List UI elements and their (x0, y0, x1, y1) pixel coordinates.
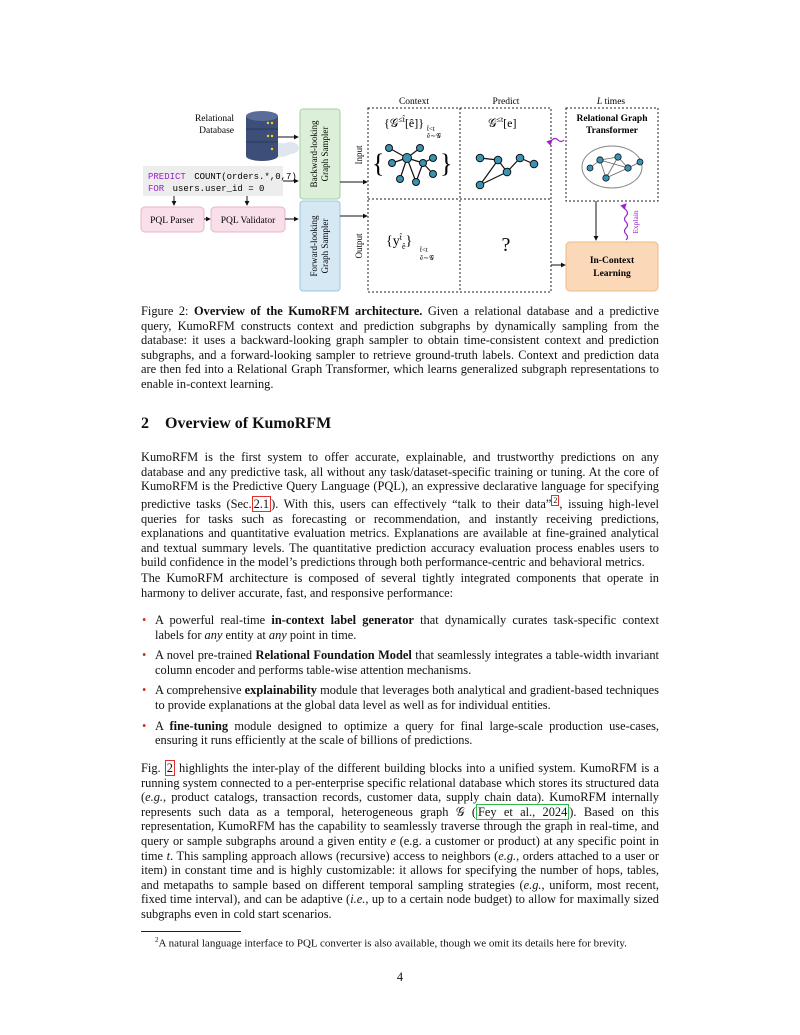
component-list (141, 613, 659, 754)
explain-arrow (625, 204, 628, 240)
bullet-bold: explainability (244, 683, 317, 698)
page-number: 4 (396, 970, 404, 984)
predict-formula (488, 115, 517, 130)
bullet-emphasis: any (204, 627, 223, 642)
bullet-text: point in time. (286, 627, 357, 642)
section-heading (141, 415, 331, 433)
bullet-text: that dynamically curates task-specific context labels for (155, 613, 659, 642)
icl-box (566, 242, 658, 291)
para3-text: , orders attached to a user or item) in constant time and is highly customizable: it allows for specifying the number of hops, tables, and metapaths to sample based on different temporal sampling strategies ( (141, 848, 659, 892)
svg-text:ê∼𝒢: ê∼𝒢 (420, 254, 434, 262)
bullet-text: A powerful real-time (155, 613, 272, 627)
svg-text:{𝒢≤t̂[ê]}: {𝒢$^{\le t̂}$[ê]} (384, 115, 425, 130)
bullet-icon: • (142, 683, 147, 698)
bullet-icon: • (142, 648, 147, 663)
ltimes-header (596, 97, 626, 107)
list-item (141, 648, 659, 677)
footnote-ref-link[interactable]: 2 (553, 495, 558, 505)
input-label: Input (354, 145, 364, 165)
icl-label-line1: In-Context (589, 256, 635, 266)
context-graph-icon (372, 145, 452, 186)
predict-header: Predict (492, 97, 520, 107)
section-title: Overview of KumoRFM (165, 415, 332, 432)
bullet-text: that seamlessly integrates a table-width invariant column encoder and performs table-wise attention mechanisms. (155, 648, 659, 677)
svg-text:ê∼𝒢: ê∼𝒢 (427, 132, 441, 140)
rgt-graph-icon (582, 146, 643, 188)
bullet-text: module designed to optimize a query for final large-scale production use-cases, ensuring it runs efficiently at the scale of billions of predictions. (155, 718, 659, 748)
para3-emphasis: i.e. (350, 892, 366, 907)
svg-text:}: } (440, 149, 453, 178)
footnote-rule (141, 931, 241, 932)
bullet-text: entity at (222, 627, 269, 642)
grid-to-rgt-arrow (552, 139, 564, 142)
rgt-label-line2: Transformer (585, 126, 639, 136)
svg-text:{yt̂ê}: $\{y^{t̂}_ê\}$ (386, 233, 413, 251)
para3-emphasis: e.g. (145, 790, 164, 805)
para3-text: , up to a certain node budget) to allow for maximally sized subgraphs even in cold start scenarios. (141, 892, 659, 921)
database-icon (246, 111, 299, 161)
caption-bold: Overview of the KumoRFM architecture. (194, 304, 423, 318)
pql-validator-label: PQL Validator (220, 216, 276, 226)
para3-text: highlights the inter-play of the different building blocks into a unified system. KumoRFM is a running system connected to a per-enterprise specific relational database which stores its structured data ( (141, 761, 659, 805)
context-header: Context (398, 97, 430, 107)
paragraph-1 (141, 450, 659, 570)
list-item (141, 613, 659, 642)
svg-text:t̂<t: t̂<t (420, 246, 428, 254)
para3-emphasis: e.g. (498, 848, 517, 863)
para1-a: KumoRFM is the first system to offer accurate, explainable, and trustworthy predictions on any database and any predictive task, all without any task/dataset-specific training or tuning. At the core of KumoRFM is the Predictive Query Language (PQL), an expressive declarative language for specifying predictive tasks (Sec. (141, 450, 659, 511)
bullet-bold: Relational Foundation Model (255, 648, 412, 663)
para1-b: ). With this, users can effectively “talk to their data” (271, 496, 552, 511)
output-label: Output (354, 233, 364, 259)
para3-math: e (390, 833, 396, 848)
bullet-bold: in-context label generator (271, 613, 414, 627)
predict-keyword: PREDICT (148, 172, 186, 182)
para1-c: , issuing high-level queries for tasks such as forecasting or recommendation, and instantly receiving predictions, explanations and quantitative evaluation metrics. Explanations are available at fine-grained analytical and textual summary levels. The quantitative prediction accuracy evaluation process enables users to build confidence in the model’s predictions through both performance-centric and behavioral metrics. (141, 496, 659, 570)
ltimes-L: L (596, 97, 603, 107)
figure-ref-link[interactable]: 2 (166, 761, 173, 775)
backward-sampler-line1: Backward-looking (309, 120, 319, 188)
query-line2 (148, 184, 264, 194)
list-item (141, 683, 659, 712)
bullet-text: A (155, 718, 170, 733)
bullet-icon: • (142, 718, 147, 733)
footnote (141, 934, 659, 951)
caption-text: Given a relational database and a predictive query, KumoRFM constructs context and prediction subgraphs by dynamically sampling from the database: it uses a backward-looking graph sampler to obtain time-consistent context and prediction subgraphs, and a forward-looking sampler to retrieve ground-truth labels. Context and prediction data are then fed into a Relational Graph Transformer, which learns generalized subgraph representations to enable in-context learning. (141, 304, 659, 391)
bullet-text: A comprehensive (155, 683, 245, 698)
svg-text:t̂<t: t̂<t (427, 125, 435, 133)
bullet-bold: fine-tuning (169, 718, 229, 733)
figure-caption (141, 304, 659, 392)
ltimes-rest: times (602, 97, 626, 107)
pql-parser-label: PQL Parser (150, 216, 194, 226)
db-label-line1: Relational (194, 114, 234, 124)
para3-text: . This sampling approach allows (recursive) access to neighbors ( (170, 848, 499, 863)
bullet-icon: • (142, 613, 147, 627)
explain-label: Explain (631, 210, 640, 234)
bullet-text: module that leverages both analytical and gradient-based techniques to provide explanations at the global data level as well as for individual entities. (155, 683, 659, 712)
bullet-emphasis: any (268, 627, 287, 642)
icl-label-line2: Learning (593, 269, 631, 279)
for-expression: users.user_id = 0 (172, 184, 265, 194)
svg-text:𝒢≤t[e]: 𝒢$^{\le t}$[e] (488, 115, 517, 130)
list-item (141, 719, 659, 748)
query-line1 (148, 172, 297, 182)
para3-math: t (166, 848, 171, 863)
para3-text: , product catalogs, transaction records, customer data, supply chain data). KumoRFM internally represents such data as a temporal, heterogeneous graph 𝒢 ( (141, 790, 659, 819)
svg-text:{: { (372, 149, 385, 178)
para3-text: , uniform, most recent, fixed time interval), and can be adaptive ( (141, 877, 659, 907)
context-formula (384, 114, 441, 140)
forward-sampler-line1: Forward-looking (309, 215, 319, 277)
para3-text: ). Based on this representation, KumoRFM has the capability to seamlessly traverse through the graph in real-time, and query or sample subgraphs around a given entity (141, 804, 659, 848)
footnote-mark: 2 (155, 936, 159, 944)
rgt-label-line1: Relational Graph (576, 114, 648, 124)
backward-sampler-line2: Graph Sampler (320, 126, 330, 182)
section-ref-link[interactable]: 2.1 (253, 496, 270, 511)
caption-label: Figure 2: (141, 304, 189, 318)
footnote-text: A natural language interface to PQL converter is also available, though we omit its details here for brevity. (158, 937, 627, 950)
paragraph-3 (141, 761, 659, 922)
for-keyword: FOR (148, 184, 165, 194)
para3-text: (e.g. a customer or product) at any specific point in time (141, 833, 659, 863)
predict-graph-icon (476, 154, 538, 189)
architecture-figure (130, 88, 670, 298)
para3-emphasis: e.g. (523, 877, 542, 892)
para3-text: Fig. (141, 761, 161, 775)
paragraph-2: The KumoRFM architecture is composed of several tightly integrated components that operate in harmony to deliver accurate, fast, and responsive performance: (141, 571, 659, 600)
db-label-line2: Database (199, 126, 234, 136)
citation-link[interactable]: Fey et al., 2024 (477, 804, 568, 819)
predict-expression: COUNT(orders.*,0,7) (194, 172, 297, 182)
bullet-text: A novel pre-trained (155, 648, 256, 663)
section-number: 2 (141, 415, 149, 432)
forward-sampler-line2: Graph Sampler (320, 218, 330, 274)
prediction-question-mark: ? (501, 234, 511, 256)
output-label-formula (386, 232, 434, 262)
